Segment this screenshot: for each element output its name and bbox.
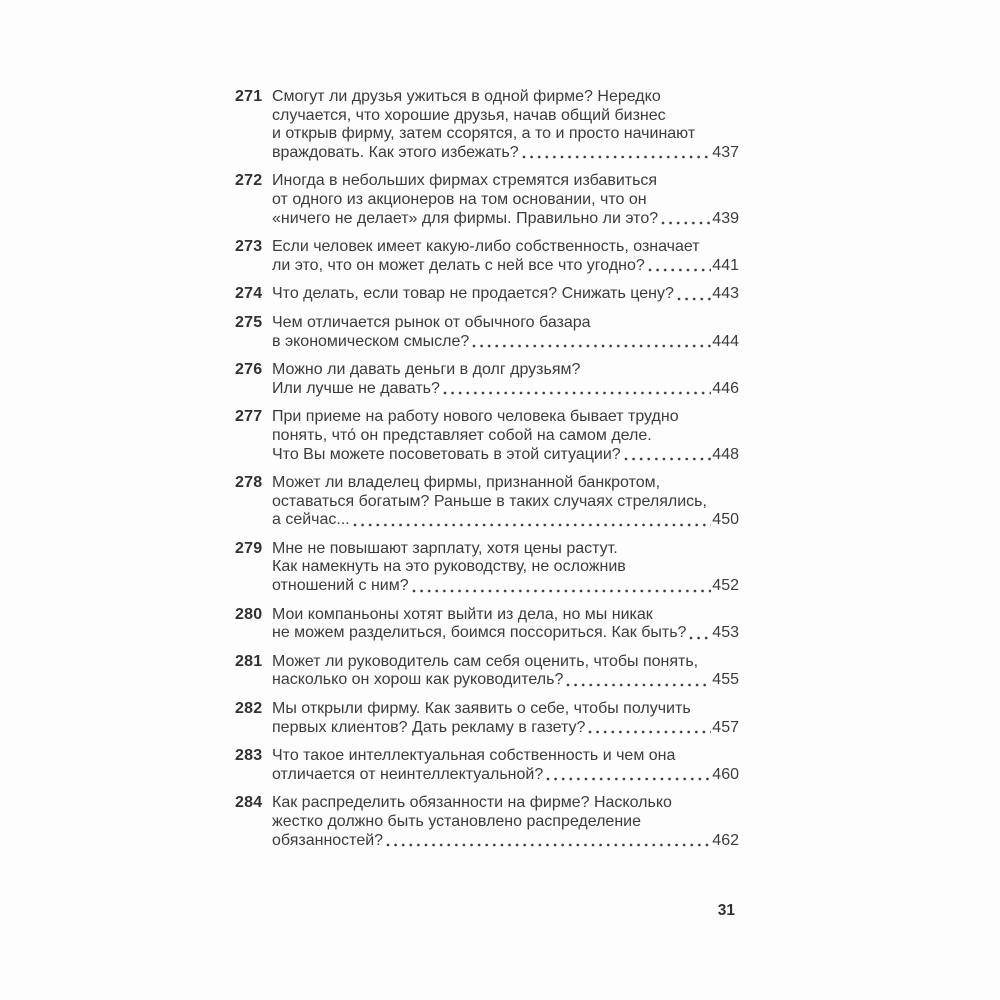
toc-entry-number: 278 bbox=[235, 474, 263, 492]
toc-entry bbox=[235, 700, 739, 737]
toc-entry bbox=[235, 361, 739, 398]
toc-line: оставаться богатым? Раньше в таких случаях стрелялись, bbox=[272, 492, 707, 510]
toc-line: Как намекнуть на это руководству, не осложнив bbox=[272, 558, 626, 576]
toc-entry-text bbox=[272, 653, 739, 690]
dot-leader bbox=[588, 729, 711, 735]
toc-line: случается, что хорошие друзья, начав общий бизнес bbox=[272, 106, 666, 124]
toc-entry-number: 271 bbox=[235, 88, 263, 105]
toc-line-last bbox=[272, 333, 739, 352]
dot-leader bbox=[661, 220, 711, 226]
dot-leader bbox=[677, 296, 711, 302]
toc-entry-page: 450 bbox=[712, 511, 739, 529]
toc-entry-text bbox=[272, 314, 739, 351]
toc-line-text: не можем разделиться, боимся поссориться. Как быть? bbox=[272, 624, 687, 642]
toc-line-last bbox=[272, 285, 739, 304]
toc-entry-number: 275 bbox=[235, 313, 263, 331]
toc-entry-number: 281 bbox=[235, 652, 263, 670]
toc-entry bbox=[235, 285, 739, 304]
toc-line-last bbox=[272, 257, 739, 276]
dot-leader bbox=[648, 267, 712, 273]
toc-line-text: Что делать, если товар не продается? Снижать цену? bbox=[272, 285, 674, 303]
toc-line-text: враждовать. Как этого избежать? bbox=[272, 143, 519, 161]
toc-line: Мне не повышают зарплату, хотя цены растут. bbox=[272, 539, 618, 557]
toc-line: и открыв фирму, затем ссорятся, а то и просто начинают bbox=[272, 125, 696, 143]
toc-line-text: насколько он хорош как руководитель? bbox=[272, 671, 564, 689]
toc-line: от одного из акционеров на том основании, что он bbox=[272, 190, 647, 208]
toc-entry-number: 274 bbox=[235, 285, 263, 303]
toc-entry bbox=[235, 540, 739, 596]
dot-leader bbox=[624, 456, 712, 462]
toc-line-text: обязанностей? bbox=[272, 831, 384, 849]
page-number: 31 bbox=[717, 902, 735, 919]
toc-entry-text bbox=[272, 88, 739, 162]
toc-entry bbox=[235, 653, 739, 690]
toc-line: Может ли владелец фирмы, признанной банкротом, bbox=[272, 474, 661, 492]
toc-entry-page: 439 bbox=[712, 209, 739, 227]
toc-entry-text bbox=[272, 747, 739, 784]
toc-line-text: отличается от неинтеллектуальной? bbox=[272, 765, 544, 783]
toc-entry-text bbox=[272, 540, 739, 596]
toc-line: Мои компаньоны хотят выйти из дела, но мы никак bbox=[272, 605, 653, 623]
toc-entry-number: 272 bbox=[235, 172, 263, 190]
toc-line: Чем отличается рынок от обычного базара bbox=[272, 313, 591, 331]
toc-line-last bbox=[272, 624, 739, 643]
toc-entry bbox=[235, 474, 739, 530]
toc-entry-text bbox=[272, 238, 739, 275]
toc-entry-text bbox=[272, 172, 739, 228]
toc-line-last bbox=[272, 832, 739, 851]
toc-line-text: первых клиентов? Дать рекламу в газету? bbox=[272, 718, 586, 736]
dot-leader bbox=[412, 588, 712, 594]
toc-entry bbox=[235, 314, 739, 351]
toc-line: Может ли руководитель сам себя оценить, чтобы понять, bbox=[272, 652, 699, 670]
toc-entry-page: 446 bbox=[712, 379, 739, 397]
toc-line: Иногда в небольших фирмах стремятся избавиться bbox=[272, 172, 658, 190]
toc-line: При приеме на работу нового человека бывает трудно bbox=[272, 408, 679, 426]
toc-line-last bbox=[272, 144, 739, 163]
toc-entry-page: 437 bbox=[712, 143, 739, 161]
toc-line: жестко должно быть установлено распределение bbox=[272, 813, 641, 830]
toc-line-text: Или лучше не давать? bbox=[272, 379, 440, 397]
toc-entry-page: 453 bbox=[712, 624, 739, 642]
toc-line-last bbox=[272, 719, 739, 738]
toc-entry bbox=[235, 238, 739, 275]
toc-line-last bbox=[272, 210, 739, 229]
toc-entry-page: 460 bbox=[712, 765, 739, 783]
toc-entry-number: 277 bbox=[235, 408, 263, 426]
toc-entry-text bbox=[272, 794, 739, 850]
toc-entry-number: 273 bbox=[235, 238, 263, 256]
toc-line: Как распределить обязанности на фирме? Насколько bbox=[272, 794, 672, 812]
toc-entry-page: 443 bbox=[712, 285, 739, 303]
toc-entry bbox=[235, 794, 739, 850]
toc-line: Мы открыли фирму. Как заявить о себе, чтобы получить bbox=[272, 700, 691, 718]
toc-entry-text bbox=[272, 700, 739, 737]
toc-entry-page: 457 bbox=[712, 718, 739, 736]
toc-line-text: в экономическом смысле? bbox=[272, 332, 470, 350]
dot-leader bbox=[546, 776, 711, 782]
toc-entry-text bbox=[272, 408, 739, 464]
toc-line-text: «ничего не делает» для фирмы. Правильно ли это? bbox=[272, 209, 659, 227]
dot-leader bbox=[443, 390, 711, 396]
toc-entry-text bbox=[272, 285, 739, 304]
toc-entry-number: 276 bbox=[235, 361, 263, 379]
toc-entry-number: 279 bbox=[235, 539, 263, 557]
toc-entry-page: 462 bbox=[712, 831, 739, 849]
toc-entry bbox=[235, 408, 739, 464]
toc-line-last bbox=[272, 766, 739, 785]
toc-entry-page: 444 bbox=[712, 332, 739, 350]
toc-entry-text bbox=[272, 606, 739, 643]
dot-leader bbox=[472, 343, 711, 349]
toc-line-text: отношений с ним? bbox=[272, 577, 409, 595]
dot-leader bbox=[689, 635, 711, 641]
toc-entry bbox=[235, 606, 739, 643]
toc-entry-number: 284 bbox=[235, 794, 263, 812]
toc-entry bbox=[235, 88, 739, 162]
toc-line-last bbox=[272, 671, 739, 690]
toc-entry-text bbox=[272, 474, 739, 530]
toc-line: понять, что́ он представляет собой на самом деле. bbox=[272, 426, 652, 444]
toc-entry-page: 448 bbox=[712, 445, 739, 463]
toc-entry bbox=[235, 747, 739, 784]
toc-line-last bbox=[272, 446, 739, 465]
toc-entry-text bbox=[272, 361, 739, 398]
toc-entry-number: 282 bbox=[235, 700, 263, 718]
toc-line: Что такое интеллектуальная собственность и чем она bbox=[272, 747, 676, 765]
toc-line-text: а сейчас... bbox=[272, 511, 350, 529]
dot-leader bbox=[353, 522, 712, 528]
toc-list bbox=[235, 88, 739, 860]
toc-entry-page: 441 bbox=[712, 256, 739, 274]
toc-line-text: Что Вы можете посоветовать в этой ситуации? bbox=[272, 445, 621, 463]
toc-line: Смогут ли друзья ужиться в одной фирме? Нередко bbox=[272, 88, 661, 105]
toc-entry-page: 452 bbox=[712, 577, 739, 595]
toc-entry-page: 455 bbox=[712, 671, 739, 689]
toc-line-last bbox=[272, 511, 739, 530]
dot-leader bbox=[386, 842, 711, 848]
toc-line-text: ли это, что он может делать с ней все что угодно? bbox=[272, 256, 645, 274]
toc-entry-number: 280 bbox=[235, 605, 263, 623]
dot-leader bbox=[522, 154, 712, 160]
toc-line: Можно ли давать деньги в долг друзьям? bbox=[272, 361, 581, 379]
toc-entry-number: 283 bbox=[235, 747, 263, 765]
toc-line-last bbox=[272, 380, 739, 399]
toc-entry bbox=[235, 172, 739, 228]
toc-line: Если человек имеет какую-либо собственность, означает bbox=[272, 238, 700, 256]
dot-leader bbox=[566, 682, 711, 688]
toc-line-last bbox=[272, 577, 739, 596]
